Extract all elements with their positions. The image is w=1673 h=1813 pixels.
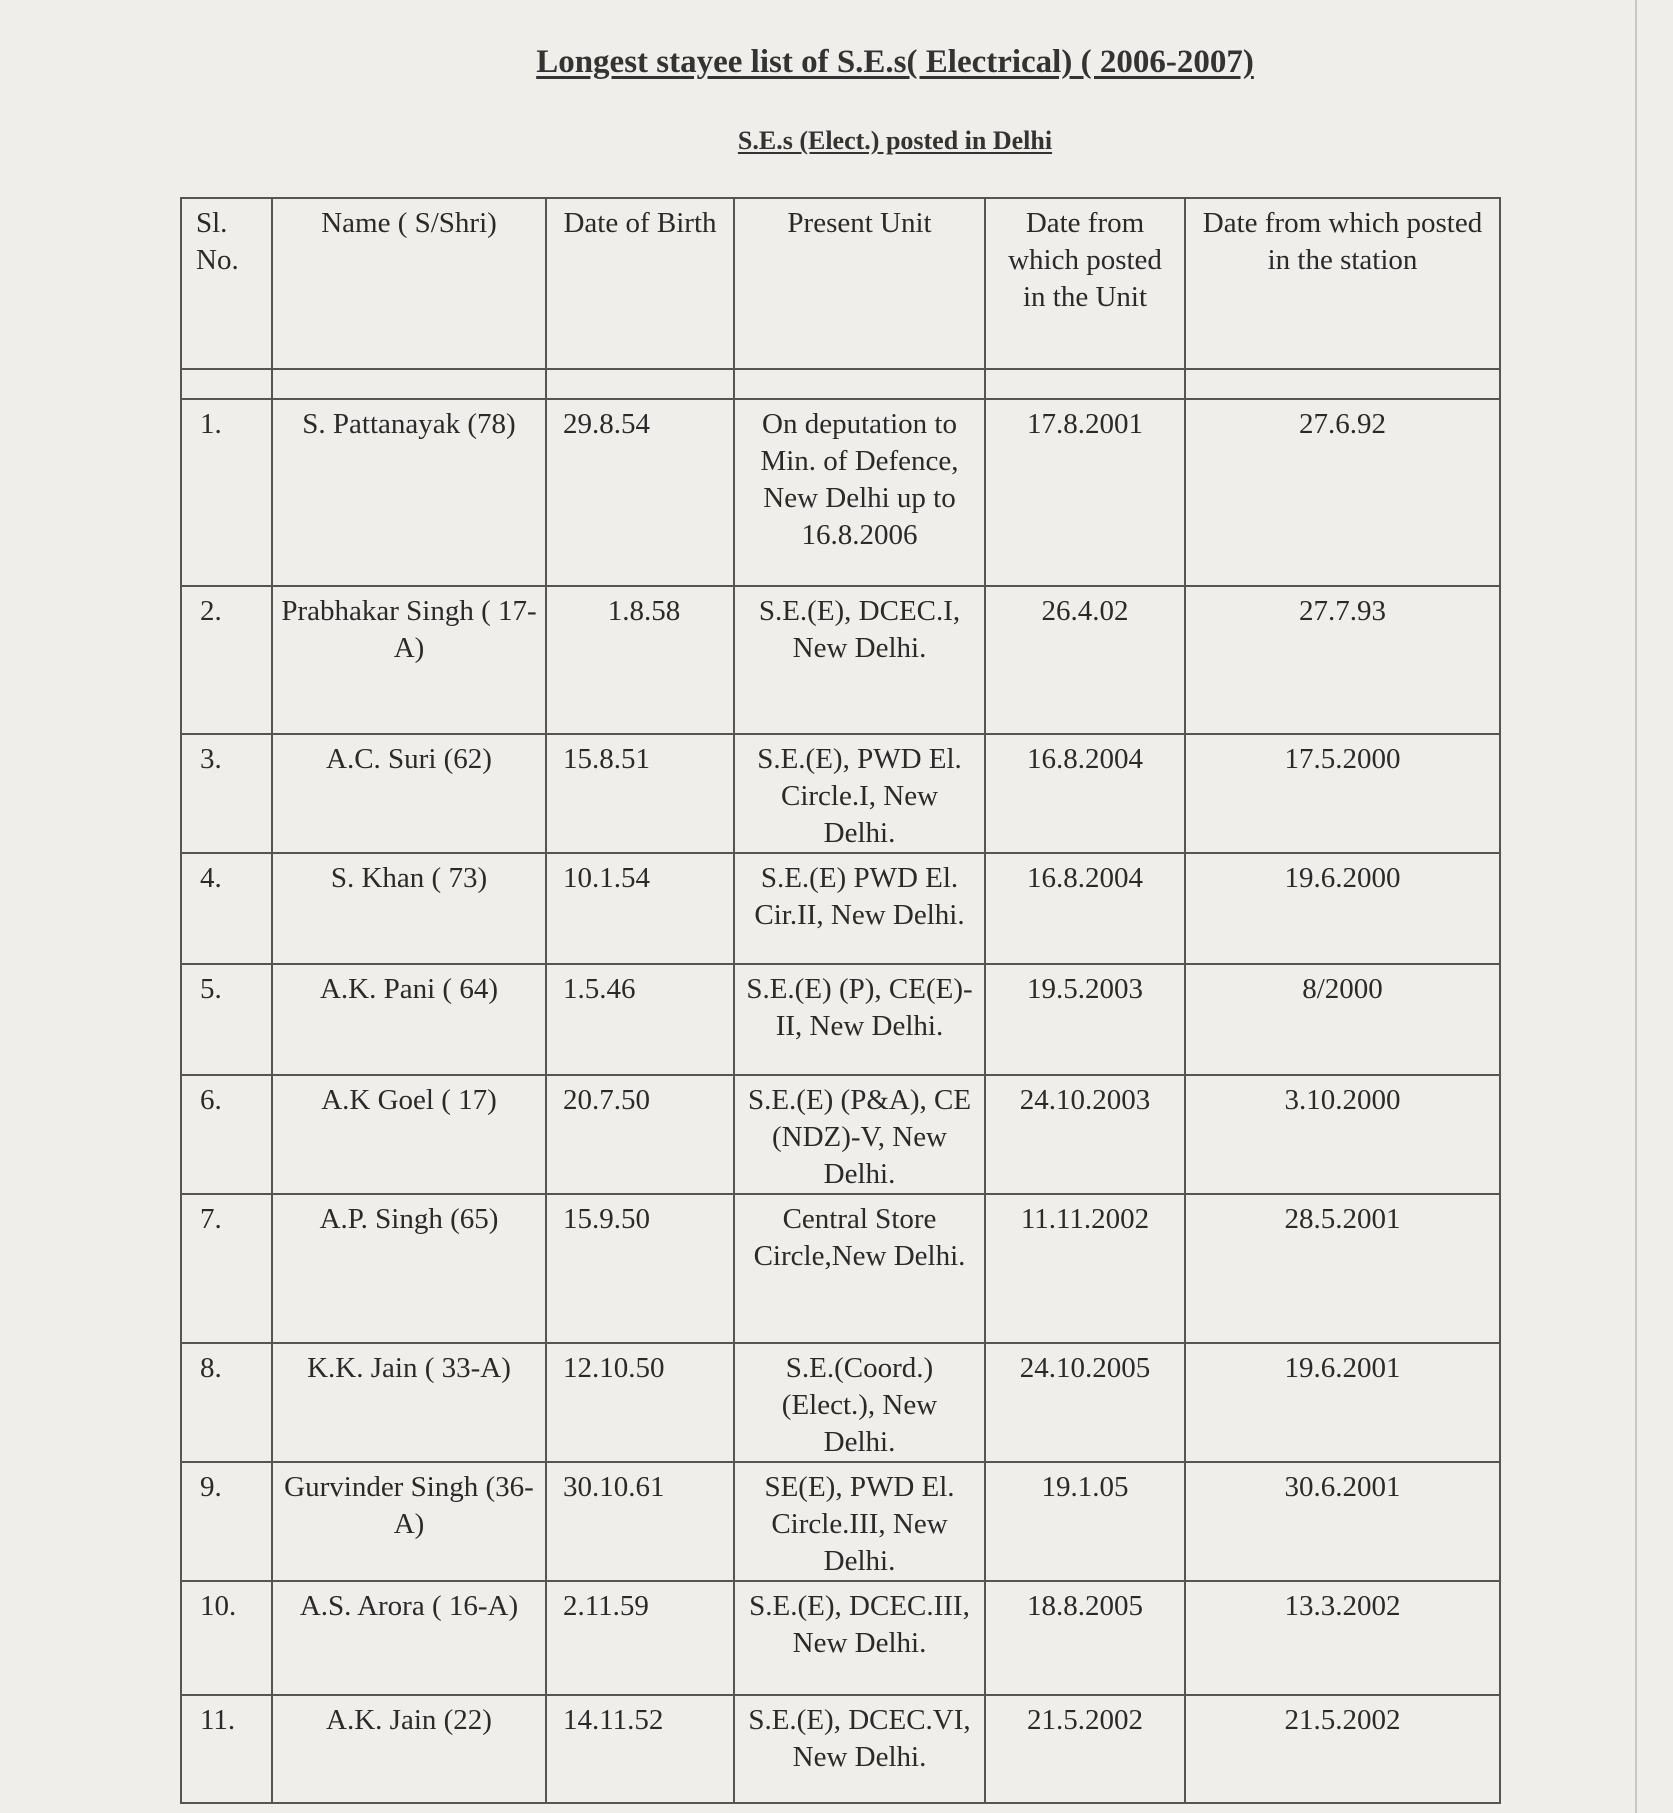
cell-date-unit: 11.11.2002	[985, 1194, 1185, 1343]
cell-name: A.P. Singh (65)	[272, 1194, 546, 1343]
cell-date-station: 21.5.2002	[1185, 1695, 1500, 1803]
cell-name: A.S. Arora ( 16-A)	[272, 1581, 546, 1695]
cell-dob: 30.10.61	[546, 1462, 734, 1581]
cell-date-unit: 24.10.2005	[985, 1343, 1185, 1462]
cell-date-station: 17.5.2000	[1185, 734, 1500, 853]
cell-sl: 9.	[181, 1462, 272, 1581]
cell-date-station: 13.3.2002	[1185, 1581, 1500, 1695]
table-row	[181, 1695, 1500, 1803]
table-row	[181, 586, 1500, 734]
table-row	[181, 1343, 1500, 1462]
cell-sl: 1.	[181, 399, 272, 586]
cell-unit: S.E.(E), PWD El. Circle.I, New Delhi.	[734, 734, 985, 853]
cell-sl: 3.	[181, 734, 272, 853]
cell-date-unit: 16.8.2004	[985, 734, 1185, 853]
table-row	[181, 734, 1500, 853]
cell-sl: 11.	[181, 1695, 272, 1803]
cell-dob: 20.7.50	[546, 1075, 734, 1194]
cell-dob: 1.5.46	[546, 964, 734, 1075]
cell-sl: 10.	[181, 1581, 272, 1695]
cell-dob: 10.1.54	[546, 853, 734, 964]
header-spacer	[181, 369, 1500, 399]
cell-date-unit: 21.5.2002	[985, 1695, 1185, 1803]
cell-dob: 1.8.58	[546, 586, 734, 734]
cell-date-unit: 18.8.2005	[985, 1581, 1185, 1695]
cell-unit: S.E.(Coord.) (Elect.), New Delhi.	[734, 1343, 985, 1462]
document-subtitle: S.E.s (Elect.) posted in Delhi	[737, 126, 1053, 155]
table-row	[181, 1581, 1500, 1695]
cell-dob: 15.9.50	[546, 1194, 734, 1343]
cell-dob: 2.11.59	[546, 1581, 734, 1695]
cell-unit: S.E.(E), DCEC.VI, New Delhi.	[734, 1695, 985, 1803]
cell-dob: 14.11.52	[546, 1695, 734, 1803]
stayee-table	[180, 197, 1501, 1804]
cell-sl: 2.	[181, 586, 272, 734]
cell-name: A.K. Pani ( 64)	[272, 964, 546, 1075]
cell-unit: Central Store Circle,New Delhi.	[734, 1194, 985, 1343]
cell-name: Gurvinder Singh (36-A)	[272, 1462, 546, 1581]
cell-sl: 5.	[181, 964, 272, 1075]
cell-date-unit: 19.1.05	[985, 1462, 1185, 1581]
cell-date-unit: 26.4.02	[985, 586, 1185, 734]
cell-date-unit: 17.8.2001	[985, 399, 1185, 586]
cell-date-unit: 19.5.2003	[985, 964, 1185, 1075]
cell-sl: 8.	[181, 1343, 272, 1462]
cell-name: A.C. Suri (62)	[272, 734, 546, 853]
cell-unit: S.E.(E) PWD El. Cir.II, New Delhi.	[734, 853, 985, 964]
table-header-row	[181, 198, 1500, 369]
cell-date-station: 19.6.2001	[1185, 1343, 1500, 1462]
table-row	[181, 399, 1500, 586]
cell-name: Prabhakar Singh ( 17-A)	[272, 586, 546, 734]
header-date-station: Date from which posted in the station	[1185, 198, 1500, 369]
cell-date-station: 19.6.2000	[1185, 853, 1500, 964]
cell-date-station: 28.5.2001	[1185, 1194, 1500, 1343]
cell-unit: On deputation to Min. of Defence, New Delhi up to 16.8.2006	[734, 399, 985, 586]
cell-sl: 6.	[181, 1075, 272, 1194]
page-edge	[1635, 0, 1637, 1813]
cell-sl: 7.	[181, 1194, 272, 1343]
header-date-of-birth: Date of Birth	[546, 198, 734, 369]
cell-name: A.K. Jain (22)	[272, 1695, 546, 1803]
cell-date-unit: 16.8.2004	[985, 853, 1185, 964]
cell-unit: SE(E), PWD El. Circle.III, New Delhi.	[734, 1462, 985, 1581]
header-name: Name ( S/Shri)	[272, 198, 546, 369]
cell-sl: 4.	[181, 853, 272, 964]
header-sl-no: Sl. No.	[181, 198, 272, 369]
cell-date-station: 8/2000	[1185, 964, 1500, 1075]
cell-name: K.K. Jain ( 33-A)	[272, 1343, 546, 1462]
cell-date-station: 3.10.2000	[1185, 1075, 1500, 1194]
table-row	[181, 964, 1500, 1075]
cell-date-station: 30.6.2001	[1185, 1462, 1500, 1581]
cell-name: S. Pattanayak (78)	[272, 399, 546, 586]
cell-date-station: 27.6.92	[1185, 399, 1500, 586]
cell-dob: 12.10.50	[546, 1343, 734, 1462]
cell-date-unit: 24.10.2003	[985, 1075, 1185, 1194]
table-row	[181, 1075, 1500, 1194]
table-row	[181, 1462, 1500, 1581]
table-row	[181, 853, 1500, 964]
cell-unit: S.E.(E), DCEC.I, New Delhi.	[734, 586, 985, 734]
cell-unit: S.E.(E) (P), CE(E)-II, New Delhi.	[734, 964, 985, 1075]
header-date-unit: Date from which posted in the Unit	[985, 198, 1185, 369]
cell-unit: S.E.(E), DCEC.III, New Delhi.	[734, 1581, 985, 1695]
cell-name: S. Khan ( 73)	[272, 853, 546, 964]
document-title: Longest stayee list of S.E.s( Electrical) ( 2006-2007)	[536, 44, 1254, 80]
cell-unit: S.E.(E) (P&A), CE (NDZ)-V, New Delhi.	[734, 1075, 985, 1194]
table-row	[181, 1194, 1500, 1343]
cell-name: A.K Goel ( 17)	[272, 1075, 546, 1194]
cell-dob: 15.8.51	[546, 734, 734, 853]
header-present-unit: Present Unit	[734, 198, 985, 369]
cell-date-station: 27.7.93	[1185, 586, 1500, 734]
cell-dob: 29.8.54	[546, 399, 734, 586]
